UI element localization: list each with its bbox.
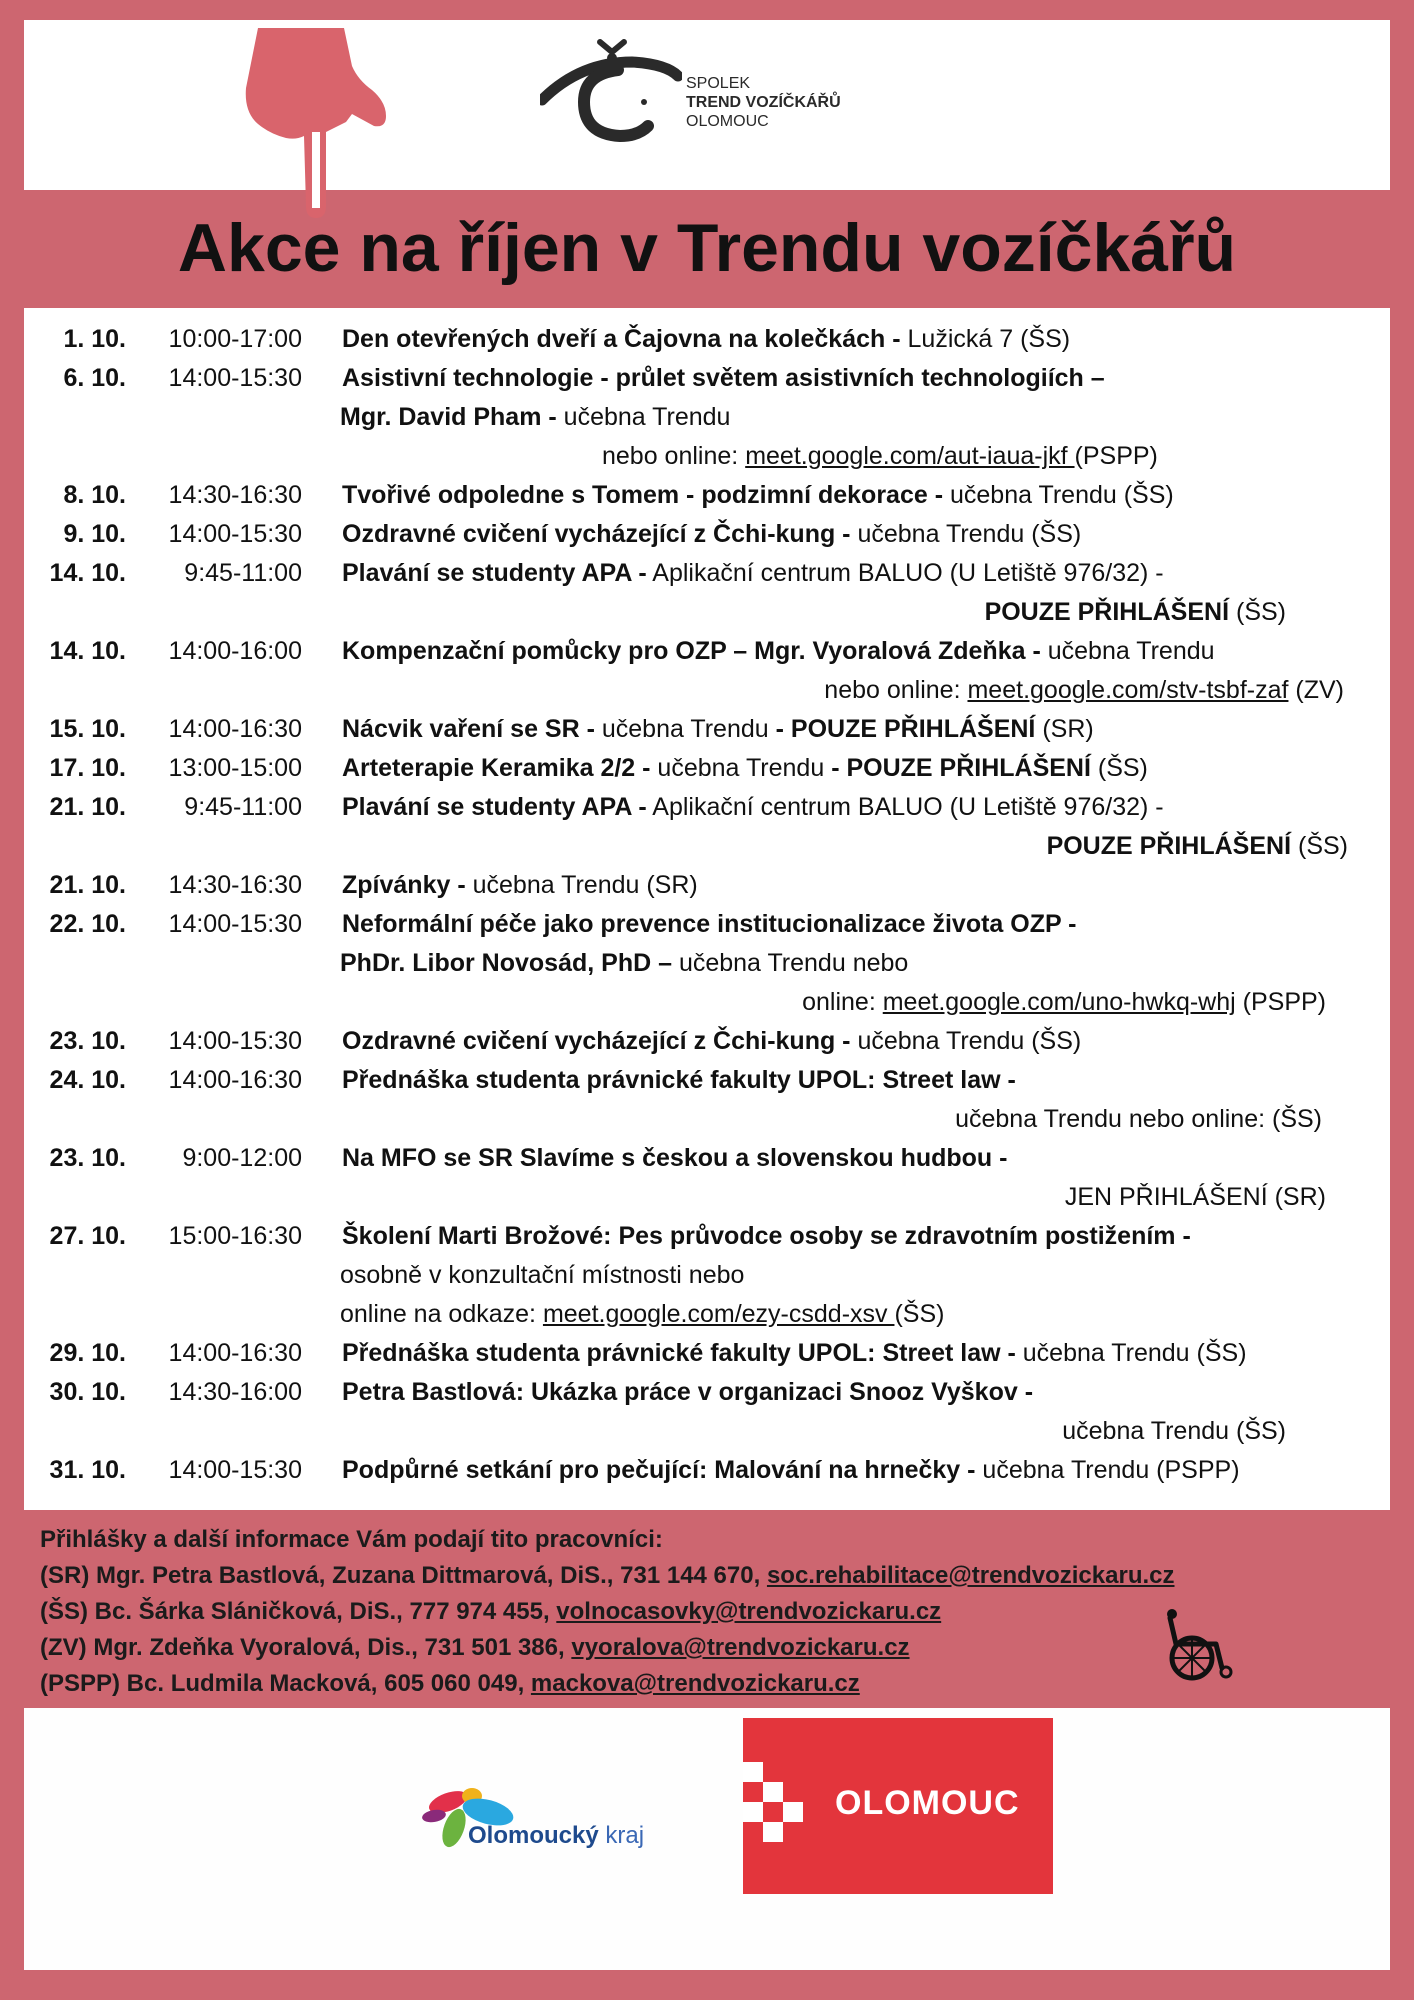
event-continuation [0, 827, 1414, 866]
olomouc-city-logo [743, 1718, 1053, 1894]
contact-ss-text: (ŠS) Bc. Šárka Sláničková, DiS., 777 974 455, [40, 1598, 557, 1625]
event-name: Školení Marti Brožové: Pes průvodce osoby se zdravotním postižením - [342, 1222, 1191, 1250]
event-place: Aplikační centrum BALUO (U Letiště 976/32) - [646, 793, 1164, 821]
event-time: 14:30-16:00 [168, 1378, 302, 1406]
event-continuation [0, 671, 1414, 710]
event-name: Neformální péče jako prevence institucionalizace života OZP - [342, 910, 1077, 938]
meeting-link[interactable]: meet.google.com/uno-hwkq-whj [882, 988, 1236, 1016]
event-date: 31. 10. [49, 1456, 126, 1484]
trend-logo-icon [540, 36, 682, 144]
event-date: 29. 10. [49, 1339, 126, 1367]
logo-line-1: SPOLEK [686, 75, 751, 92]
contact-zv [40, 1630, 1175, 1666]
event-speaker: Mgr. David Pham - [340, 403, 557, 431]
event-date: 8. 10. [63, 481, 126, 509]
event-name: Plavání se studenty APA - [342, 559, 647, 587]
event-place: učebna Trendu [650, 754, 832, 782]
event-contact-code: (ŠS) [1291, 832, 1348, 860]
event-date: 6. 10. [63, 364, 126, 392]
event-time: 13:00-15:00 [168, 754, 302, 782]
event-row [0, 1373, 1414, 1412]
event-continuation [0, 983, 1414, 1022]
event-date: 22. 10. [49, 910, 126, 938]
kraj-light: kraj [598, 1822, 645, 1849]
event-place: Lužická 7 (ŠS) [900, 325, 1071, 353]
event-row [0, 1334, 1414, 1373]
event-name: Na MFO se SR Slavíme s českou a slovenskou hudbou - [342, 1144, 1008, 1172]
registration-note: POUZE PŘIHLÁŠENÍ [984, 598, 1230, 626]
event-row [0, 866, 1414, 905]
wheelchair-icon [1166, 1608, 1236, 1682]
event-continuation [0, 1100, 1414, 1139]
event-row [0, 1139, 1414, 1178]
event-place: učebna Trendu (PSPP) [975, 1456, 1240, 1484]
event-place: Aplikační centrum BALUO (U Letiště 976/32) - [646, 559, 1164, 587]
event-continuation [0, 1178, 1414, 1217]
event-place: učebna Trendu (ŠS) [1015, 1339, 1247, 1367]
event-contact-code: (ŠS) [1090, 754, 1148, 782]
pointing-hand-icon [240, 28, 390, 224]
event-continuation [0, 437, 1414, 476]
trend-logo-text [686, 74, 841, 131]
kraj-bold: Olomoucký [468, 1822, 599, 1849]
event-row [0, 1061, 1414, 1100]
event-online-label: online na odkaze: [340, 1300, 543, 1328]
checkered-eagle-icon [743, 1718, 803, 1894]
event-time: 9:45-11:00 [184, 793, 302, 821]
event-date: 9. 10. [63, 520, 126, 548]
event-place: učebna Trendu (ŠS) [850, 1027, 1082, 1055]
registration-note: POUZE PŘIHLÁŠENÍ [1046, 832, 1292, 860]
registration-note: - POUZE PŘIHLÁŠENÍ [775, 715, 1036, 743]
event-time: 14:00-15:30 [168, 520, 302, 548]
event-row [0, 905, 1414, 944]
event-name: Zpívánky - [342, 871, 466, 899]
event-date: 23. 10. [49, 1144, 126, 1172]
event-time: 14:00-15:30 [168, 364, 302, 392]
event-time: 14:00-16:30 [168, 1339, 302, 1367]
event-date: 27. 10. [49, 1222, 126, 1250]
event-place: učebna Trendu (ŠS) [1062, 1417, 1286, 1445]
event-contact-code: (SR) [1035, 715, 1094, 743]
event-contact-code: (ŠS) [894, 1300, 945, 1328]
event-place: učebna Trendu (ŠS) [850, 520, 1082, 548]
event-date: 15. 10. [49, 715, 126, 743]
event-name: Kompenzační pomůcky pro OZP – Mgr. Vyoralová Zdeňka - [342, 637, 1041, 665]
event-name: Ozdravné cvičení vycházející z Čchi-kung - [342, 1027, 851, 1055]
contacts-heading: Přihlášky a další informace Vám podají tito pracovníci: [40, 1526, 663, 1553]
event-name: Plavání se studenty APA - [342, 793, 647, 821]
event-contact-code: (ZV) [1288, 676, 1344, 704]
event-row [0, 632, 1414, 671]
event-place: učebna Trendu (ŠS) [943, 481, 1174, 509]
event-contact-code: (PSPP) [1074, 442, 1158, 470]
olomouc-city-name: OLOMOUC [835, 1784, 1020, 1822]
event-row [0, 320, 1414, 359]
contact-sr-text: (SR) Mgr. Petra Bastlová, Zuzana Dittmarová, DiS., 731 144 670, [40, 1562, 767, 1589]
event-online-label: nebo online: [824, 676, 968, 704]
contact-sr-email-link[interactable]: soc.rehabilitace@trendvozickaru.cz [766, 1562, 1175, 1589]
event-contact-code: (PSPP) [1235, 988, 1326, 1016]
event-name: Den otevřených dveří a Čajovna na kolečkách - [342, 325, 901, 353]
contact-ss-email-link[interactable]: volnocasovky@trendvozickaru.cz [556, 1598, 942, 1625]
contact-sr [40, 1558, 1175, 1594]
event-contact-code: (ŠS) [1229, 598, 1286, 626]
logo-line-2: TREND VOZÍČKÁŘŮ [686, 94, 841, 111]
event-place: učebna Trendu nebo online: (ŠS) [955, 1105, 1322, 1133]
event-row [0, 359, 1414, 398]
event-place: učebna Trendu nebo [672, 949, 909, 977]
page-title: Akce na říjen v Trendu vozíčkářů [177, 210, 1237, 286]
event-time: 14:00-16:00 [168, 637, 302, 665]
event-continuation [0, 1256, 1414, 1295]
event-continuation [0, 1412, 1414, 1451]
meeting-link[interactable]: meet.google.com/stv-tsbf-zaf [967, 676, 1289, 704]
event-name: Přednáška studenta právnické fakulty UPOL: Street law - [342, 1339, 1016, 1367]
event-date: 14. 10. [49, 637, 126, 665]
event-name: Ozdravné cvičení vycházející z Čchi-kung - [342, 520, 851, 548]
event-time: 14:30-16:30 [168, 481, 302, 509]
event-row [0, 515, 1414, 554]
event-continuation [0, 398, 1414, 437]
event-row [0, 476, 1414, 515]
event-name: Arteterapie Keramika 2/2 - [342, 754, 651, 782]
event-date: 21. 10. [49, 793, 126, 821]
event-time: 14:00-16:30 [168, 1066, 302, 1094]
event-online-label: online: [802, 988, 883, 1016]
event-name: Petra Bastlová: Ukázka práce v organizaci Snooz Vyškov - [342, 1378, 1034, 1406]
meeting-link[interactable]: meet.google.com/ezy-csdd-xsv [542, 1300, 895, 1328]
event-date: 14. 10. [49, 559, 126, 587]
contact-pspp-email-link[interactable]: mackova@trendvozickaru.cz [530, 1670, 860, 1697]
event-continuation [0, 1295, 1414, 1334]
contact-zv-text: (ZV) Mgr. Zdeňka Vyoralová, Dis., 731 501 386, [40, 1634, 572, 1661]
event-date: 21. 10. [49, 871, 126, 899]
event-place: učebna Trendu [1040, 637, 1215, 665]
contact-ss [40, 1594, 1175, 1630]
event-time: 14:00-15:30 [168, 910, 302, 938]
logo-line-3: OLOMOUC [686, 113, 769, 130]
event-time: 9:00-12:00 [182, 1144, 302, 1172]
event-row [0, 749, 1414, 788]
event-time: 15:00-16:30 [168, 1222, 302, 1250]
event-time: 14:00-15:30 [168, 1027, 302, 1055]
olomoucky-kraj-logo-text [468, 1822, 644, 1850]
event-date: 24. 10. [49, 1066, 126, 1094]
event-row [0, 1217, 1414, 1256]
event-name: Přednáška studenta právnické fakulty UPOL: Street law - [342, 1066, 1016, 1094]
registration-note: - POUZE PŘIHLÁŠENÍ [831, 754, 1091, 782]
contact-pspp [40, 1666, 1175, 1702]
event-place: učebna Trendu [556, 403, 731, 431]
event-date: 17. 10. [49, 754, 126, 782]
event-online-label: nebo online: [602, 442, 746, 470]
event-row [0, 710, 1414, 749]
event-time: 10:00-17:00 [168, 325, 302, 353]
event-row [0, 1451, 1414, 1490]
event-row [0, 554, 1414, 593]
event-date: 1. 10. [63, 325, 126, 353]
meeting-link[interactable]: meet.google.com/aut-iaua-jkf [745, 442, 1075, 470]
event-name: Nácvik vaření se SR - [342, 715, 595, 743]
event-time: 14:30-16:30 [168, 871, 302, 899]
event-date: 30. 10. [49, 1378, 126, 1406]
event-row [0, 788, 1414, 827]
event-place: učebna Trendu (SR) [465, 871, 698, 899]
event-continuation [0, 944, 1414, 983]
event-place: osobně v konzultační místnosti nebo [340, 1261, 745, 1289]
contact-zv-email-link[interactable]: vyoralova@trendvozickaru.cz [571, 1634, 910, 1661]
event-row [0, 1022, 1414, 1061]
event-name: Asistivní technologie - průlet světem asistivních technologiích – [342, 364, 1105, 392]
registration-note: JEN PŘIHLÁŠENÍ (SR) [1064, 1183, 1326, 1211]
event-speaker: PhDr. Libor Novosád, PhD – [340, 949, 672, 977]
event-place: učebna Trendu [594, 715, 776, 743]
event-name: Podpůrné setkání pro pečující: Malování na hrnečky - [342, 1456, 976, 1484]
event-name: Tvořivé odpoledne s Tomem - podzimní dekorace - [342, 481, 944, 509]
event-time: 9:45-11:00 [184, 559, 302, 587]
footer-panel [24, 1708, 1390, 1970]
event-time: 14:00-16:30 [168, 715, 302, 743]
event-date: 23. 10. [49, 1027, 126, 1055]
contacts-section [40, 1522, 1175, 1702]
event-continuation [0, 593, 1414, 632]
contact-pspp-text: (PSPP) Bc. Ludmila Macková, 605 060 049, [40, 1670, 531, 1697]
event-time: 14:00-15:30 [168, 1456, 302, 1484]
